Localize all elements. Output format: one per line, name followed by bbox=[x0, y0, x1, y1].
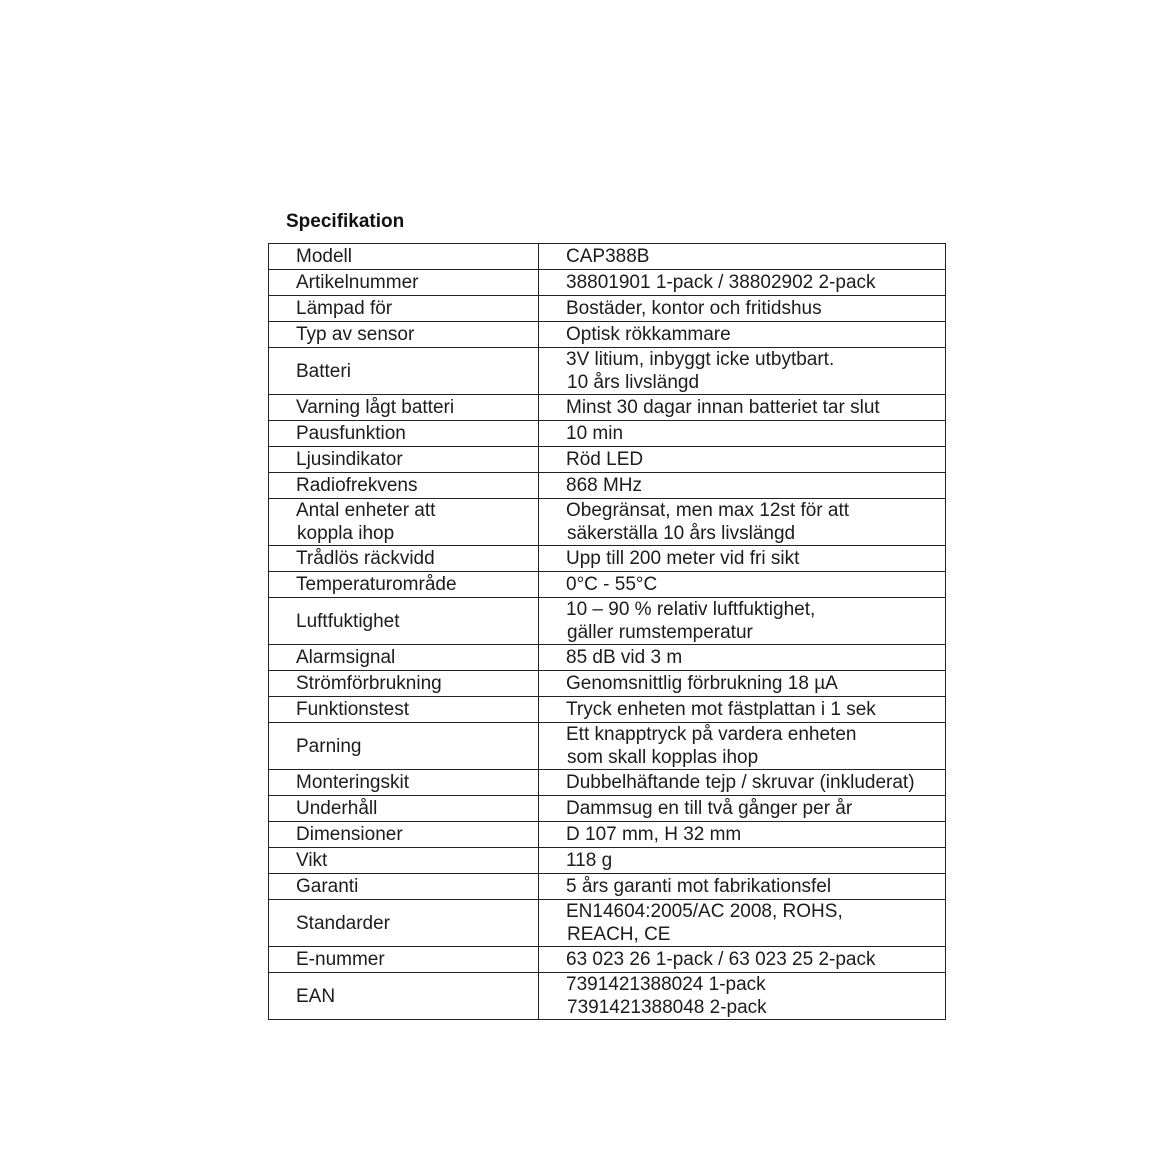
spec-value bbox=[539, 348, 946, 395]
table-row bbox=[269, 395, 946, 421]
page-title: Specifikation bbox=[286, 211, 405, 232]
spec-label: Trådlös räckvidd bbox=[269, 546, 539, 572]
spec-value-line: Genomsnittlig förbrukning 18 µA bbox=[566, 673, 838, 694]
table-row bbox=[269, 947, 946, 973]
spec-value bbox=[539, 473, 946, 499]
spec-label: Vikt bbox=[269, 848, 539, 874]
spec-value-line: 10 – 90 % relativ luftfuktighet, bbox=[566, 599, 816, 620]
spec-value bbox=[539, 770, 946, 796]
spec-label: Radiofrekvens bbox=[269, 473, 539, 499]
table-row bbox=[269, 572, 946, 598]
spec-value-line: Dammsug en till två gånger per år bbox=[566, 798, 853, 819]
spec-value bbox=[539, 723, 946, 770]
spec-value bbox=[539, 697, 946, 723]
spec-value bbox=[539, 822, 946, 848]
spec-value-line: 3V litium, inbyggt icke utbytbart. bbox=[566, 349, 835, 370]
table-row bbox=[269, 421, 946, 447]
spec-value-line: 118 g bbox=[566, 850, 613, 871]
spec-value bbox=[539, 447, 946, 473]
spec-value-line: som skall kopplas ihop bbox=[567, 747, 759, 768]
spec-label bbox=[269, 499, 539, 546]
spec-value-line: Optisk rökkammare bbox=[566, 324, 731, 345]
spec-label: Luftfuktighet bbox=[269, 598, 539, 645]
table-row bbox=[269, 244, 946, 270]
spec-value bbox=[539, 848, 946, 874]
table-row bbox=[269, 499, 946, 546]
spec-value bbox=[539, 947, 946, 973]
spec-label: Temperaturområde bbox=[269, 572, 539, 598]
table-row bbox=[269, 322, 946, 348]
spec-label-line: Antal enheter att bbox=[296, 500, 436, 521]
table-row bbox=[269, 270, 946, 296]
spec-value-line: REACH, CE bbox=[567, 924, 671, 945]
spec-label: Artikelnummer bbox=[269, 270, 539, 296]
spec-value-line: 85 dB vid 3 m bbox=[566, 647, 683, 668]
spec-label: Varning lågt batteri bbox=[269, 395, 539, 421]
spec-label: E-nummer bbox=[269, 947, 539, 973]
table-row bbox=[269, 973, 946, 1020]
spec-value bbox=[539, 546, 946, 572]
spec-value bbox=[539, 645, 946, 671]
spec-label: Alarmsignal bbox=[269, 645, 539, 671]
spec-value bbox=[539, 973, 946, 1020]
spec-label: Ljusindikator bbox=[269, 447, 539, 473]
spec-value bbox=[539, 796, 946, 822]
spec-value-line: 7391421388048 2-pack bbox=[567, 997, 767, 1018]
spec-value-line: gäller rumstemperatur bbox=[567, 622, 753, 643]
spec-value-line: 868 MHz bbox=[566, 475, 643, 496]
spec-value-line: D 107 mm, H 32 mm bbox=[566, 824, 742, 845]
spec-value-line: Minst 30 dagar innan batteriet tar slut bbox=[566, 397, 880, 418]
spec-value-line: 10 min bbox=[566, 423, 624, 444]
spec-value-line: Obegränsat, men max 12st för att bbox=[566, 500, 850, 521]
spec-value bbox=[539, 499, 946, 546]
spec-label: Batteri bbox=[269, 348, 539, 395]
spec-value-line: 10 års livslängd bbox=[567, 372, 700, 393]
table-row bbox=[269, 348, 946, 395]
table-row bbox=[269, 874, 946, 900]
spec-value bbox=[539, 671, 946, 697]
spec-value-line: Röd LED bbox=[566, 449, 644, 470]
spec-value bbox=[539, 395, 946, 421]
table-row bbox=[269, 822, 946, 848]
table-row bbox=[269, 671, 946, 697]
spec-label: Strömförbrukning bbox=[269, 671, 539, 697]
spec-value-line: 63 023 26 1-pack / 63 023 25 2-pack bbox=[566, 949, 876, 970]
spec-value-line: EN14604:2005/AC 2008, ROHS, bbox=[566, 901, 843, 922]
table-row bbox=[269, 473, 946, 499]
spec-value-line: CAP388B bbox=[566, 246, 650, 267]
table-row bbox=[269, 447, 946, 473]
table-row bbox=[269, 770, 946, 796]
spec-value-line: Bostäder, kontor och fritidshus bbox=[566, 298, 822, 319]
table-row bbox=[269, 697, 946, 723]
spec-value bbox=[539, 322, 946, 348]
spec-value-line: Dubbelhäftande tejp / skruvar (inkluderat) bbox=[566, 772, 915, 793]
spec-label: Lämpad för bbox=[269, 296, 539, 322]
spec-label: Pausfunktion bbox=[269, 421, 539, 447]
table-row bbox=[269, 645, 946, 671]
table-row bbox=[269, 723, 946, 770]
spec-value bbox=[539, 874, 946, 900]
spec-table bbox=[268, 243, 946, 1020]
spec-label: Funktionstest bbox=[269, 697, 539, 723]
spec-label: Dimensioner bbox=[269, 822, 539, 848]
table-row bbox=[269, 848, 946, 874]
spec-value-line: 5 års garanti mot fabrikationsfel bbox=[566, 876, 832, 897]
table-row bbox=[269, 598, 946, 645]
spec-label: Parning bbox=[269, 723, 539, 770]
spec-label: Standarder bbox=[269, 900, 539, 947]
spec-label: EAN bbox=[269, 973, 539, 1020]
spec-value-line: Tryck enheten mot fästplattan i 1 sek bbox=[566, 699, 876, 720]
table-row bbox=[269, 296, 946, 322]
spec-label: Monteringskit bbox=[269, 770, 539, 796]
spec-value-line: 38801901 1-pack / 38802902 2-pack bbox=[566, 272, 876, 293]
spec-value bbox=[539, 270, 946, 296]
spec-value bbox=[539, 598, 946, 645]
spec-value-line: 0°C - 55°C bbox=[566, 574, 658, 595]
spec-value-line: Ett knapptryck på vardera enheten bbox=[566, 724, 857, 745]
spec-value-line: 7391421388024 1-pack bbox=[566, 974, 766, 995]
spec-value-line: säkerställa 10 års livslängd bbox=[567, 523, 796, 544]
spec-label: Garanti bbox=[269, 874, 539, 900]
spec-value-line: Upp till 200 meter vid fri sikt bbox=[566, 548, 800, 569]
spec-value bbox=[539, 421, 946, 447]
spec-label-line: koppla ihop bbox=[297, 523, 395, 544]
spec-value bbox=[539, 572, 946, 598]
table-row bbox=[269, 546, 946, 572]
spec-label: Modell bbox=[269, 244, 539, 270]
spec-label: Typ av sensor bbox=[269, 322, 539, 348]
spec-value bbox=[539, 900, 946, 947]
spec-value bbox=[539, 296, 946, 322]
spec-label: Underhåll bbox=[269, 796, 539, 822]
table-row bbox=[269, 900, 946, 947]
table-row bbox=[269, 796, 946, 822]
spec-value bbox=[539, 244, 946, 270]
